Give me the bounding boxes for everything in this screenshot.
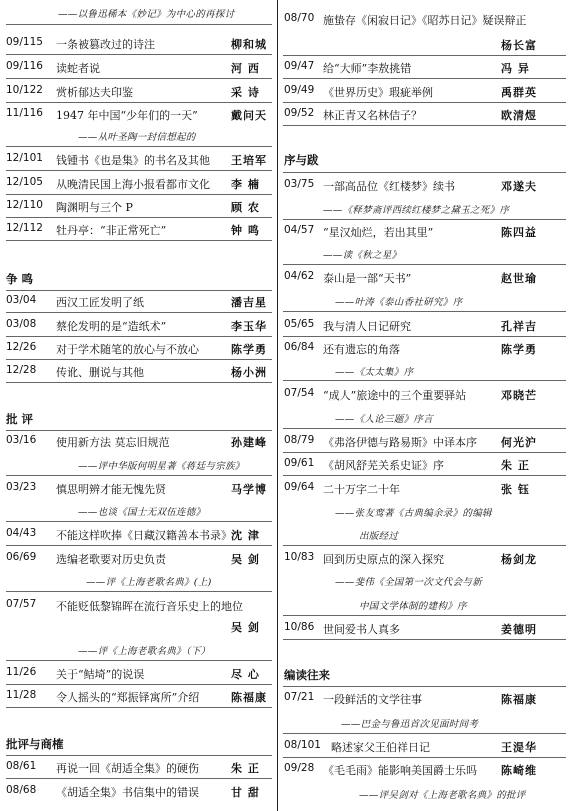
divider bbox=[283, 475, 566, 476]
entry-author: 邓遂夫 bbox=[501, 180, 537, 193]
entry-code: 12/28 bbox=[6, 364, 37, 376]
divider bbox=[6, 684, 272, 685]
section-heading-shangque: 批评与商榷 bbox=[6, 737, 64, 751]
divider bbox=[6, 545, 272, 546]
entry-code: 03/75 bbox=[284, 178, 315, 190]
entry-title: 不能这样吹捧《日藏汉籍善本书录》 bbox=[56, 529, 232, 542]
entry-author: 陈福康 bbox=[501, 693, 537, 706]
divider bbox=[6, 290, 272, 291]
divider bbox=[283, 172, 566, 173]
entry-code: 06/69 bbox=[6, 551, 37, 563]
entry-code: 04/57 bbox=[284, 224, 315, 236]
entry-title: 一条被篡改过的诗注 bbox=[56, 38, 155, 51]
entry-code: 09/28 bbox=[284, 762, 315, 774]
entry-author: 孔祥吉 bbox=[501, 320, 537, 333]
entry-code: 08/61 bbox=[6, 760, 37, 772]
divider bbox=[6, 707, 272, 708]
entry-author: 李 楠 bbox=[231, 178, 260, 191]
entry-author: 孙建峰 bbox=[231, 436, 267, 449]
entry-title: 我与清人日记研究 bbox=[323, 320, 411, 333]
entry-code: 04/62 bbox=[284, 270, 315, 282]
entry-code: 10/83 bbox=[284, 551, 315, 563]
entry-subtitle: ——评中华版何明星著《蒋廷与宗族》 bbox=[78, 461, 245, 472]
entry-code: 05/65 bbox=[284, 318, 315, 330]
entry-author: 王湜华 bbox=[501, 741, 537, 754]
entry-author: 禹群英 bbox=[501, 86, 537, 99]
entry-author: 李玉华 bbox=[231, 320, 267, 333]
divider bbox=[283, 311, 566, 312]
section-heading-xuba: 序与跋 bbox=[284, 153, 319, 167]
entry-title: “成人”旅途中的三个重要驿站 bbox=[323, 389, 467, 402]
divider bbox=[283, 545, 566, 546]
entry-title: 赏析郁达夫印鉴 bbox=[56, 86, 133, 99]
entry-author: 陈学勇 bbox=[231, 343, 267, 356]
section-heading-piping: 批 评 bbox=[6, 412, 34, 426]
entry-title: 给“大师”李敖挑错 bbox=[323, 62, 412, 75]
entry-subtitle: ——张友鸾著《古典编余录》的编辑 bbox=[335, 508, 492, 519]
entry-author: 赵世瑜 bbox=[501, 272, 537, 285]
entry-title: 读蛇者说 bbox=[56, 62, 100, 75]
entry-author: 戴问天 bbox=[231, 109, 267, 122]
divider bbox=[6, 24, 272, 25]
divider bbox=[6, 336, 272, 337]
entry-code: 07/21 bbox=[284, 691, 315, 703]
entry-title: “星汉灿烂，若出其里” bbox=[323, 226, 434, 239]
divider bbox=[6, 430, 272, 431]
entry-subtitle: ——巴金与鲁迅首次见面时间考 bbox=[341, 719, 479, 730]
entry-subtitle: ——评吴剑对《上海老歌名典》的批评 bbox=[359, 790, 526, 801]
divider bbox=[283, 55, 566, 56]
entry-title: 关于“鲒埼”的说误 bbox=[56, 668, 145, 681]
divider bbox=[283, 264, 566, 265]
entry-author: 杨剑龙 bbox=[501, 553, 537, 566]
entry-author: 欧清煜 bbox=[501, 109, 537, 122]
entry-author: 王培军 bbox=[231, 154, 267, 167]
divider bbox=[6, 660, 272, 661]
entry-code: 12/26 bbox=[6, 341, 37, 353]
entry-title: 牡丹亭：“非正常死亡” bbox=[56, 224, 167, 237]
entry-code: 09/61 bbox=[284, 457, 315, 469]
entry-title: 1947 年中国“少年们的一天” bbox=[56, 109, 198, 122]
entry-subtitle: ——《人论三题》序言 bbox=[335, 414, 434, 425]
entry-author: 朱 正 bbox=[501, 459, 530, 472]
divider bbox=[6, 755, 272, 756]
divider bbox=[6, 521, 272, 522]
divider bbox=[6, 54, 272, 55]
entry-author: 甘 甜 bbox=[231, 786, 260, 799]
entry-subtitle: ——从叶圣陶一封信想起的 bbox=[78, 132, 196, 143]
entry-subtitle: ——《太太集》序 bbox=[335, 367, 414, 378]
entry-code: 08/70 bbox=[284, 12, 315, 24]
entry-subtitle-cont: 中国文学体制的建构》序 bbox=[359, 601, 467, 612]
entry-code: 08/79 bbox=[284, 434, 315, 446]
divider bbox=[283, 428, 566, 429]
divider bbox=[283, 336, 566, 337]
entry-code: 09/47 bbox=[284, 60, 315, 72]
entry-title: 施蛰存《闲寂日记》《昭苏日记》疑误辩正 bbox=[323, 14, 527, 27]
entry-author: 马学博 bbox=[231, 483, 267, 496]
entry-code: 07/54 bbox=[284, 387, 315, 399]
entry-title: 传讹、删说与其他 bbox=[56, 366, 144, 379]
entry-subtitle: ——《释梦斋评西续红楼梦之黛玉之死》序 bbox=[323, 205, 510, 216]
divider bbox=[6, 170, 272, 171]
entry-subtitle: ——也谈《国士无双伍连德》 bbox=[78, 507, 206, 518]
entry-author: 顾 农 bbox=[231, 201, 260, 214]
entry-code: 09/49 bbox=[284, 84, 315, 96]
entry-subtitle: ——评《上海老歌名典》(上) bbox=[86, 577, 212, 588]
divider bbox=[283, 639, 566, 640]
entry-code: 12/101 bbox=[6, 152, 43, 164]
divider bbox=[6, 778, 272, 779]
divider bbox=[283, 686, 566, 687]
divider bbox=[283, 125, 566, 126]
entry-author: 邓晓芒 bbox=[501, 389, 537, 402]
entry-title: 蔡伦发明的是“造纸术” bbox=[56, 320, 167, 333]
divider bbox=[6, 78, 272, 79]
divider bbox=[283, 380, 566, 381]
entry-title: 《胡风舒芜关系史证》序 bbox=[323, 459, 444, 472]
entry-author: 张 钰 bbox=[501, 483, 530, 496]
entry-code: 09/64 bbox=[284, 481, 315, 493]
divider bbox=[6, 312, 272, 313]
entry-author: 陈四益 bbox=[501, 226, 537, 239]
entry-title: 使用新方法 莫忘旧规范 bbox=[56, 436, 170, 449]
entry-subtitle: ——读《秋之星》 bbox=[323, 250, 402, 261]
entry-code: 07/57 bbox=[6, 598, 37, 610]
entry-author: 朱 正 bbox=[231, 762, 260, 775]
entry-title: 《毛毛雨》能影响美国爵士乐吗 bbox=[323, 764, 477, 777]
entry-title: 还有遗忘的角落 bbox=[323, 343, 400, 356]
entry-title: 世间爱书人真多 bbox=[323, 623, 400, 636]
entry-author: 吴 剑 bbox=[231, 621, 260, 634]
divider bbox=[6, 382, 272, 383]
entry-code: 03/16 bbox=[6, 434, 37, 446]
entry-title: 《胡适全集》书信集中的错误 bbox=[56, 786, 199, 799]
entry-code: 12/112 bbox=[6, 222, 43, 234]
entry-code: 11/28 bbox=[6, 689, 37, 701]
divider bbox=[6, 240, 272, 241]
entry-title: 二十万字二十年 bbox=[323, 483, 400, 496]
entry-author: 潘吉星 bbox=[231, 296, 267, 309]
entry-code: 09/52 bbox=[284, 107, 315, 119]
entry-subtitle: ——评《上海老歌名典》（下） bbox=[78, 646, 211, 657]
entry-subtitle: ——斐伟《全国第一次文代会与新 bbox=[335, 577, 483, 588]
column-divider bbox=[277, 0, 278, 811]
entry-code: 03/04 bbox=[6, 294, 37, 306]
entry-code: 12/105 bbox=[6, 176, 43, 188]
entry-title: 一部高品位《红楼梦》续书 bbox=[323, 180, 455, 193]
entry-title: 略述家父王伯祥日记 bbox=[331, 741, 430, 754]
entry-author: 采 诗 bbox=[231, 86, 260, 99]
divider bbox=[283, 615, 566, 616]
entry-subtitle: ——叶涛《泰山香社研究》序 bbox=[335, 297, 463, 308]
entry-code: 11/116 bbox=[6, 107, 43, 119]
entry-code: 03/23 bbox=[6, 481, 37, 493]
divider bbox=[6, 102, 272, 103]
divider bbox=[6, 217, 272, 218]
divider bbox=[283, 219, 566, 220]
entry-code: 09/116 bbox=[6, 60, 43, 72]
entry-author: 钟 鸣 bbox=[231, 224, 260, 237]
entry-subtitle: ——以鲁迅稀本《妙记》为中心的再探讨 bbox=[58, 9, 235, 20]
entry-title: 钱锺书《也是集》的书名及其他 bbox=[56, 154, 210, 167]
entry-author: 杨小洲 bbox=[231, 366, 267, 379]
entry-title: 《世界历史》瑕疵举例 bbox=[323, 86, 433, 99]
entry-title: 选编老歌要对历史负责 bbox=[56, 553, 166, 566]
entry-title: 林正青又名林佶子？ bbox=[323, 109, 422, 122]
entry-author: 沈 津 bbox=[231, 529, 260, 542]
entry-title: 西汉工匠发明了纸 bbox=[56, 296, 144, 309]
entry-author: 河 西 bbox=[231, 62, 260, 75]
entry-title: 《弗洛伊德与路易斯》中译本序 bbox=[323, 436, 477, 449]
section-heading-zhengming: 争 鸣 bbox=[6, 272, 34, 286]
entry-author: 柳和城 bbox=[231, 38, 267, 51]
entry-code: 03/08 bbox=[6, 318, 37, 330]
divider bbox=[6, 591, 272, 592]
entry-code: 09/115 bbox=[6, 36, 43, 48]
entry-code: 12/110 bbox=[6, 199, 43, 211]
entry-code: 08/68 bbox=[6, 784, 37, 796]
entry-title: 慎思明辨才能无愧先贤 bbox=[56, 483, 166, 496]
entry-title: 令人摇头的“郑振铎寓所”介绍 bbox=[56, 691, 200, 704]
entry-author: 陈崎维 bbox=[501, 764, 537, 777]
entry-code: 11/26 bbox=[6, 666, 37, 678]
entry-title: 从晚清民国上海小报看都市文化 bbox=[56, 178, 210, 191]
entry-code: 04/43 bbox=[6, 527, 37, 539]
entry-author: 何光沪 bbox=[501, 436, 537, 449]
entry-title: 回到历史原点的深入探究 bbox=[323, 553, 444, 566]
entry-code: 06/84 bbox=[284, 341, 315, 353]
entry-author: 尽 心 bbox=[231, 668, 260, 681]
entry-title: 泰山是一部“天书” bbox=[323, 272, 412, 285]
divider bbox=[6, 194, 272, 195]
divider bbox=[6, 475, 272, 476]
section-heading-bianxun: 编读往来 bbox=[284, 668, 330, 682]
entry-author: 杨长富 bbox=[501, 39, 537, 52]
entry-author: 陈福康 bbox=[231, 691, 267, 704]
entry-subtitle-cont: 出版经过 bbox=[359, 531, 399, 542]
entry-title: 不能贬低黎锦晖在流行音乐史上的地位 bbox=[56, 600, 243, 613]
divider bbox=[283, 733, 566, 734]
divider bbox=[283, 452, 566, 453]
entry-title: 对于学术随笔的放心与不放心 bbox=[56, 343, 199, 356]
entry-author: 冯 异 bbox=[501, 62, 530, 75]
entry-title: 再说一回《胡适全集》的硬伤 bbox=[56, 762, 199, 775]
divider bbox=[283, 102, 566, 103]
entry-code: 10/86 bbox=[284, 621, 315, 633]
entry-title: 一段鲜活的文学往事 bbox=[323, 693, 422, 706]
divider bbox=[283, 757, 566, 758]
entry-author: 吴 剑 bbox=[231, 553, 260, 566]
divider bbox=[6, 359, 272, 360]
entry-title: 陶渊明与三个 P bbox=[56, 201, 133, 214]
entry-code: 10/122 bbox=[6, 84, 43, 96]
entry-author: 陈学勇 bbox=[501, 343, 537, 356]
entry-code: 08/101 bbox=[284, 739, 321, 751]
divider bbox=[6, 146, 272, 147]
divider bbox=[283, 78, 566, 79]
entry-author: 姜德明 bbox=[501, 623, 537, 636]
